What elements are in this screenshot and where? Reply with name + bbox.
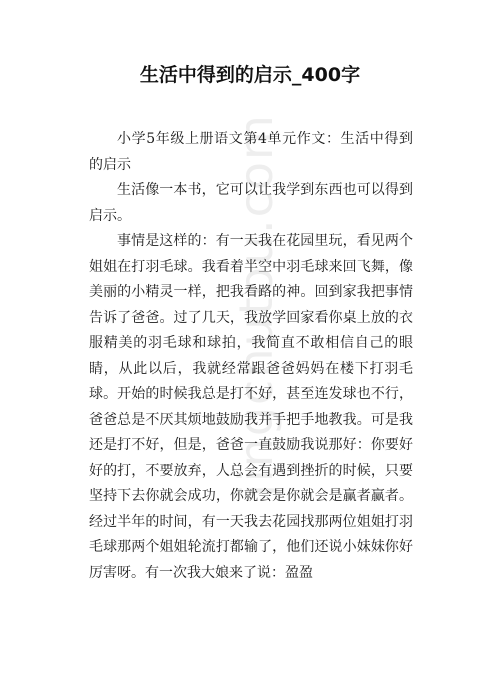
paragraph-story: 事情是这样的：有一天我在花园里玩，看见两个姐姐在打羽毛球。我看着半空中羽毛球来回飞舞，像美丽的小精灵一样，把我看路的神。回到家我把事情告诉了爸爸。过了几天，我放学回家看你桌上放的衣服精美的羽毛球和球拍，我简直不敢相信自己的眼睛，从此以后，我就经常跟爸爸妈妈在楼下打羽毛球。开始的时候我总是打不好，甚至连发球也不行，爸爸总是不厌其烦地鼓励我并手把手地教我。可是我还是打不好，但是，爸爸一直鼓励我说那好：你要好好的打，不要放弃，人总会有遇到挫折的时候，只要坚持下去你就会成功，你就会是你就会是赢者赢者。经过半年的时间，有一天我去花园找那两位姐姐打羽毛球那两个姐姐轮流打都输了，他们还说小妹妹你好厉害呀。有一次我大娘来了说：盈盈 bbox=[89, 233, 413, 581]
document-title: 生活中得到的启示_400字 bbox=[139, 64, 361, 86]
paragraph-intro: 小学5年级上册语文第4单元作文：生活中得到的启示 bbox=[89, 131, 413, 173]
document-body bbox=[89, 127, 413, 586]
paragraph-opening: 生活像一本书，它可以让我学到东西也可以得到启示。 bbox=[89, 182, 413, 224]
watermark-text: jingchutou.com bbox=[229, 113, 283, 497]
